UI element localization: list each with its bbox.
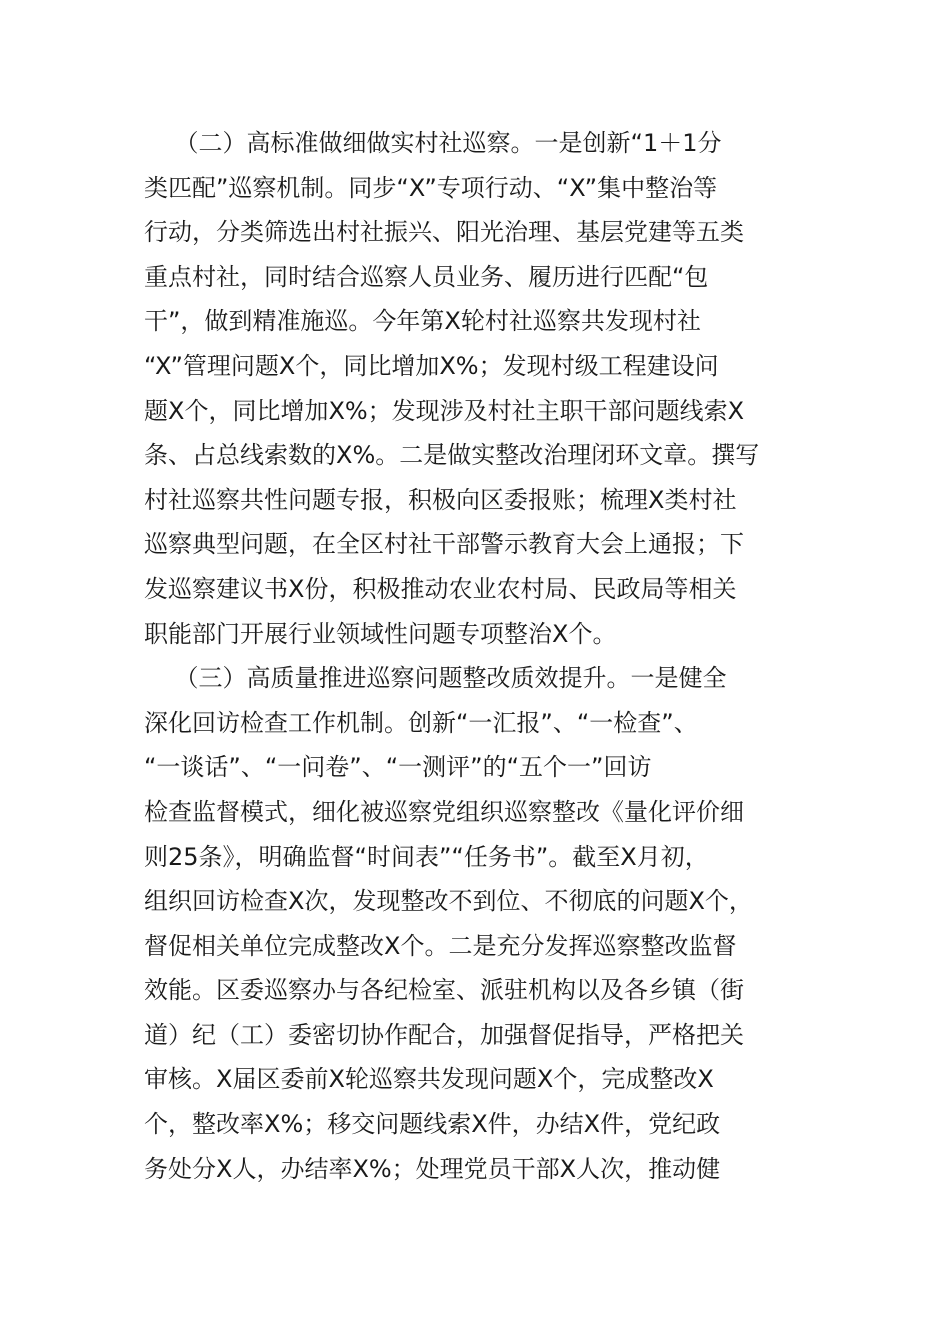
text-line: 道）纪（工）委密切协作配合，加强督促指导，严格把关	[144, 1020, 744, 1049]
text-line: 检查监督模式，细化被巡察党组织巡察整改《量化评价细	[144, 797, 744, 826]
text-line: 个，整改率X%；移交问题线索X件，办结X件，党纪政	[144, 1110, 721, 1139]
text-line: 巡察典型问题，在全区村社干部警示教育大会上通报；下	[144, 530, 744, 559]
text-line: 督促相关单位完成整改X个。二是充分发挥巡察整改监督	[144, 931, 737, 960]
text-line: 发巡察建议书X份，积极推动农业农村局、民政局等相关	[144, 574, 737, 603]
text-line: 职能部门开展行业领域性问题专项整治X个。	[144, 619, 617, 648]
text-line: “X”管理问题X个，同比增加X%；发现村级工程建设问	[144, 351, 719, 380]
text-line: （二）高标准做细做实村社巡察。一是创新“1＋1分	[144, 129, 722, 157]
text-line: “一谈话”、“一问卷”、“一测评”的“五个一”回访	[144, 753, 652, 782]
text-line: 村社巡察共性问题专报，积极向区委报账；梳理X类村社	[144, 485, 737, 514]
text-line: 条、占总线索数的X%。二是做实整改治理闭环文章。撰写	[144, 441, 760, 470]
text-line: 重点村社，同时结合巡察人员业务、履历进行匹配“包	[144, 262, 709, 291]
text-line: 效能。区委巡察办与各纪检室、派驻机构以及各乡镇（街	[144, 976, 744, 1005]
text-line: 务处分X人，办结率X%；处理党员干部X人次，推动健	[144, 1154, 721, 1183]
text-line: 行动，分类筛选出村社振兴、阳光治理、基层党建等五类	[144, 218, 744, 247]
text-line: 审核。X届区委前X轮巡察共发现问题X个，完成整改X	[144, 1065, 714, 1094]
text-line: （三）高质量推进巡察问题整改质效提升。一是健全	[144, 664, 727, 693]
text-line: 类匹配”巡察机制。同步“X”专项行动、“X”集中整治等	[144, 173, 718, 202]
text-line: 干”，做到精准施巡。今年第X轮村社巡察共发现村社	[144, 307, 701, 336]
text-line: 组织回访检查X次，发现整改不到位、不彻底的问题X个，	[144, 887, 753, 916]
text-line: 则25条》，明确监督“时间表”“任务书”。截至X月初，	[144, 842, 709, 871]
text-line: 题X个，同比增加X%；发现涉及村社主职干部问题线索X	[144, 396, 745, 425]
text-line: 深化回访检查工作机制。创新“一汇报”、“一检查”、	[144, 708, 698, 737]
body-text	[144, 121, 809, 1191]
